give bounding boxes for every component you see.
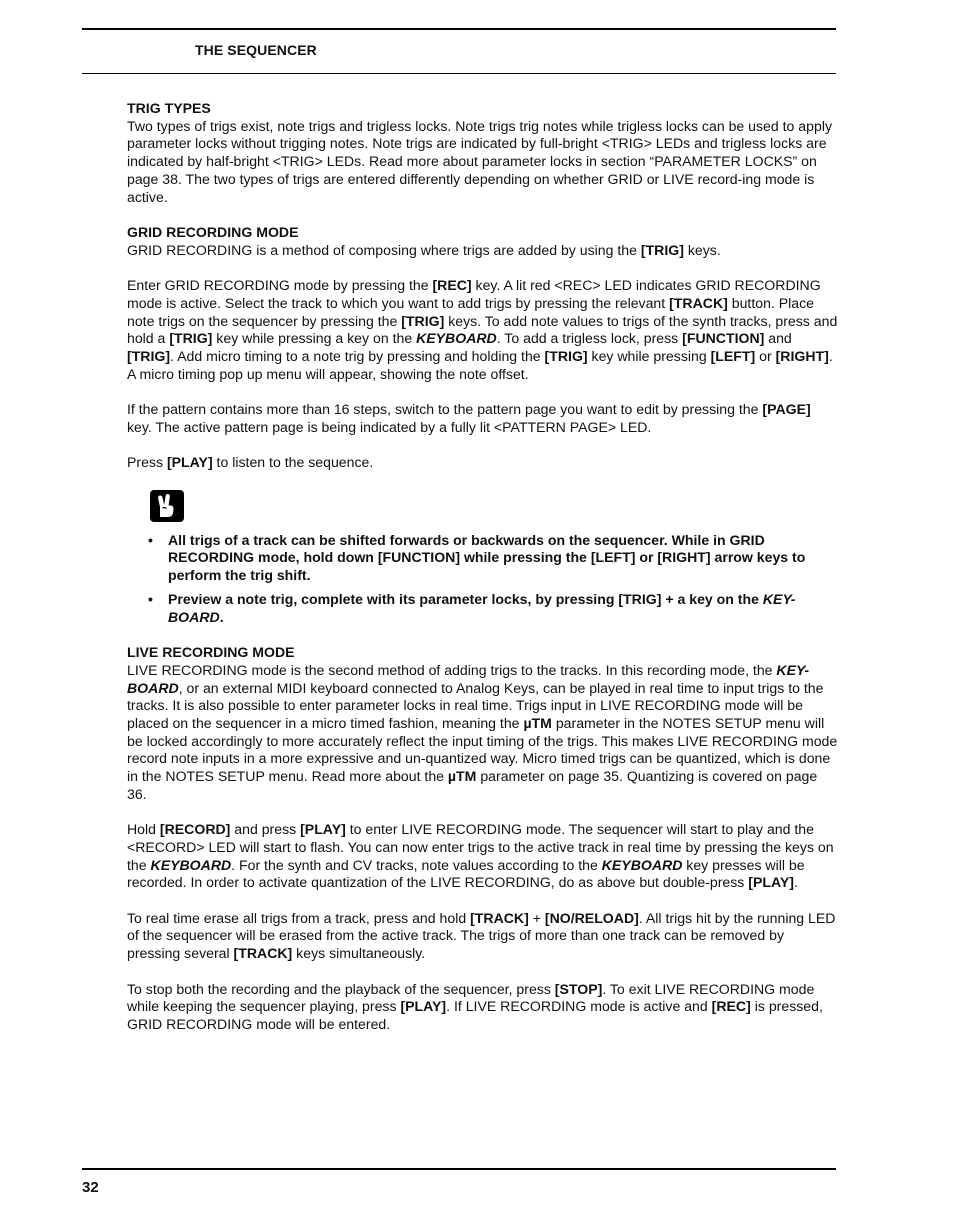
text-run: parameter on page 35. Quantizing is covered on page 36. — [127, 768, 818, 802]
text-run: KEYBOARD — [150, 856, 232, 873]
hand-peace-icon — [150, 490, 184, 522]
text-run: [TRIG] — [640, 241, 684, 258]
text-run: and — [764, 330, 792, 347]
text-run: All trigs of a track can be shifted forwards or backwards on the sequencer. While in GRID RECORDING mode, hold down [FUNCTION] while pressing the [LEFT] or [RIGHT] arrow keys to perform the trig shift. — [168, 531, 806, 584]
text-run: µTM — [523, 715, 552, 732]
paragraph — [127, 910, 839, 963]
paragraph — [127, 242, 839, 260]
text-run: to enter LIVE RECORDING mode. The sequencer will start to play and the <RECORD> LED will start to flash. You can now enter trigs to the active track in real time by pressing the keys on the — [127, 821, 834, 873]
text-run: Preview a note trig, complete with its parameter locks, by pressing [TRIG] + a key on the — [168, 590, 763, 607]
text-run: Hold — [127, 821, 160, 838]
text-run: is pressed, GRID RECORDING mode will be entered. — [127, 998, 823, 1032]
paragraph — [127, 981, 839, 1034]
tip-item — [127, 591, 839, 626]
running-header: THE SEQUENCER — [195, 42, 317, 58]
bullet-icon: • — [148, 590, 153, 607]
section-heading-grid-recording: GRID RECORDING MODE — [127, 224, 299, 241]
text-run: key. A lit red <REC> LED indicates GRID RECORDING mode is active. Select the track to which you want to add trigs by pressing the relevant — [127, 277, 821, 312]
text-run: . A micro timing pop up menu will appear, showing the note offset. — [127, 348, 833, 382]
text-run: keys simultaneously. — [292, 945, 426, 962]
text-run: key presses will be recorded. In order to activate quantization of the LIVE RECORDING, do as above but double-press — [127, 856, 805, 891]
text-run: [PLAY] — [166, 454, 213, 471]
text-run: . — [219, 608, 224, 625]
text-run: [RIGHT] — [775, 348, 829, 365]
text-run: key while pressing a key on the — [212, 330, 417, 347]
paragraph — [127, 454, 839, 472]
text-run: GRID RECORDING is a method of composing where trigs are added by using the — [127, 241, 641, 258]
section-live-recording — [127, 644, 839, 1033]
text-run: [LEFT] — [710, 348, 756, 365]
text-run: [TRACK] — [669, 295, 728, 312]
text-run: KEYBOARD — [601, 856, 683, 873]
text-run: . Add micro timing to a note trig by pressing and holding the — [170, 348, 545, 365]
text-run: [REC] — [711, 998, 751, 1015]
text-run: [TRIG] — [401, 312, 445, 329]
paragraphs-grid-recording — [127, 242, 839, 472]
text-run: keys. To add note values to trigs of the synth tracks, press and hold a — [127, 312, 838, 347]
header-top-rule — [82, 28, 836, 30]
page-number: 32 — [82, 1179, 99, 1196]
paragraph — [127, 118, 839, 207]
text-run: [TRIG] — [544, 348, 588, 365]
footer-rule — [82, 1168, 836, 1170]
text-run: . To add a trigless lock, press — [496, 330, 683, 347]
text-run: to listen to the sequence. — [212, 454, 374, 471]
bullet-icon: • — [148, 531, 153, 548]
paragraph — [127, 662, 839, 804]
text-run: , or an external MIDI keyboard connected to Analog Keys, can be played in real time to input trigs to the tracks. It is also possible to enter parameter locks in real time. Trigs input in LIVE RECORDING mode will be placed on the sequencer in a micro timed fashion, meaning the — [127, 679, 824, 732]
section-heading-trig-types: TRIG TYPES — [127, 100, 211, 116]
text-run: [TRIG] — [169, 330, 213, 347]
text-run: To stop both the recording and the playback of the sequencer, press — [127, 980, 555, 997]
paragraph — [127, 277, 839, 383]
text-run: keys. — [683, 241, 721, 258]
text-run: . For the synth and CV tracks, note values according to the — [231, 856, 602, 873]
text-run: or — [755, 348, 776, 365]
text-run: parameter in the NOTES SETUP menu will be locked accordingly to more accurately reflect the input timing of the trigs. This makes LIVE RECORDING mode record note inputs in a more expressive and un-quantized way. Micro timed trigs can be quantized, which is done in the NOTES SETUP menu. Read more about the — [127, 715, 838, 785]
text-run: [PLAY] — [300, 821, 346, 838]
text-run: If the pattern contains more than 16 steps, switch to the pattern page you want to edit by pressing the — [127, 401, 763, 418]
section-grid-recording — [127, 224, 839, 626]
text-run: [NO/RELOAD] — [544, 909, 639, 926]
text-run: [RECORD] — [159, 821, 231, 838]
text-run: KEY-BOARD — [127, 661, 810, 696]
text-run: [TRACK] — [470, 909, 529, 926]
paragraphs-live-recording — [127, 662, 839, 1034]
text-run: [PAGE] — [762, 401, 811, 418]
text-run: [STOP] — [554, 980, 603, 997]
text-run: button. Place note trigs on the sequencer by pressing the — [127, 295, 815, 329]
text-run: Enter GRID RECORDING mode by pressing the — [127, 277, 433, 294]
text-run: . To exit LIVE RECORDING mode while keeping the sequencer playing, press — [127, 980, 815, 1015]
section-trig-types — [127, 100, 839, 206]
text-run: [TRIG] — [127, 348, 171, 365]
text-run: [PLAY] — [400, 998, 447, 1015]
text-run: Press — [127, 454, 167, 471]
text-run: key while pressing — [587, 348, 711, 365]
text-run: . If LIVE RECORDING mode is active and — [446, 998, 712, 1015]
header-bottom-rule — [82, 73, 836, 74]
paragraph — [127, 821, 839, 892]
tip-item — [127, 532, 839, 585]
text-run: KEYBOARD — [416, 330, 497, 347]
text-run: key. The active pattern page is being indicated by a fully lit <PATTERN PAGE> LED. — [127, 418, 652, 435]
text-run: KEY-BOARD — [168, 590, 796, 625]
page-content — [127, 100, 839, 1052]
text-run: . All trigs hit by the running LED of the sequencer will be erased from the active track. The trigs of more than one track can be removed by pressing several — [127, 909, 836, 962]
text-run: Two types of trigs exist, note trigs and trigless locks. Note trigs trig notes while trigless locks can be used to apply parameter locks without trigging notes. Note trigs are indicated by full-bright <TRIG> LEDs and trigless locks are indicated by half-bright <TRIG> LEDs. Read more about parameter locks in section “PARAMETER LOCKS” on page 38. The two types of trigs are entered differently depending on whether GRID or LIVE record-ing mode is active. — [127, 117, 833, 205]
paragraph — [127, 401, 839, 436]
tips-list — [127, 532, 839, 627]
text-run: [FUNCTION] — [682, 330, 765, 347]
text-run: [PLAY] — [748, 874, 794, 891]
text-run: µTM — [447, 768, 477, 785]
text-run: . — [793, 874, 798, 891]
section-heading-live-recording: LIVE RECORDING MODE — [127, 644, 295, 661]
text-run: LIVE RECORDING mode is the second method of adding trigs to the tracks. In this recording mode, the — [127, 661, 777, 678]
text-run: and press — [230, 821, 301, 838]
text-run: [REC] — [432, 277, 472, 294]
text-run: + — [528, 909, 545, 926]
text-run: [TRACK] — [233, 945, 293, 962]
text-run: To real time erase all trigs from a track, press and hold — [127, 909, 471, 926]
paragraph-trig-types — [127, 118, 839, 207]
